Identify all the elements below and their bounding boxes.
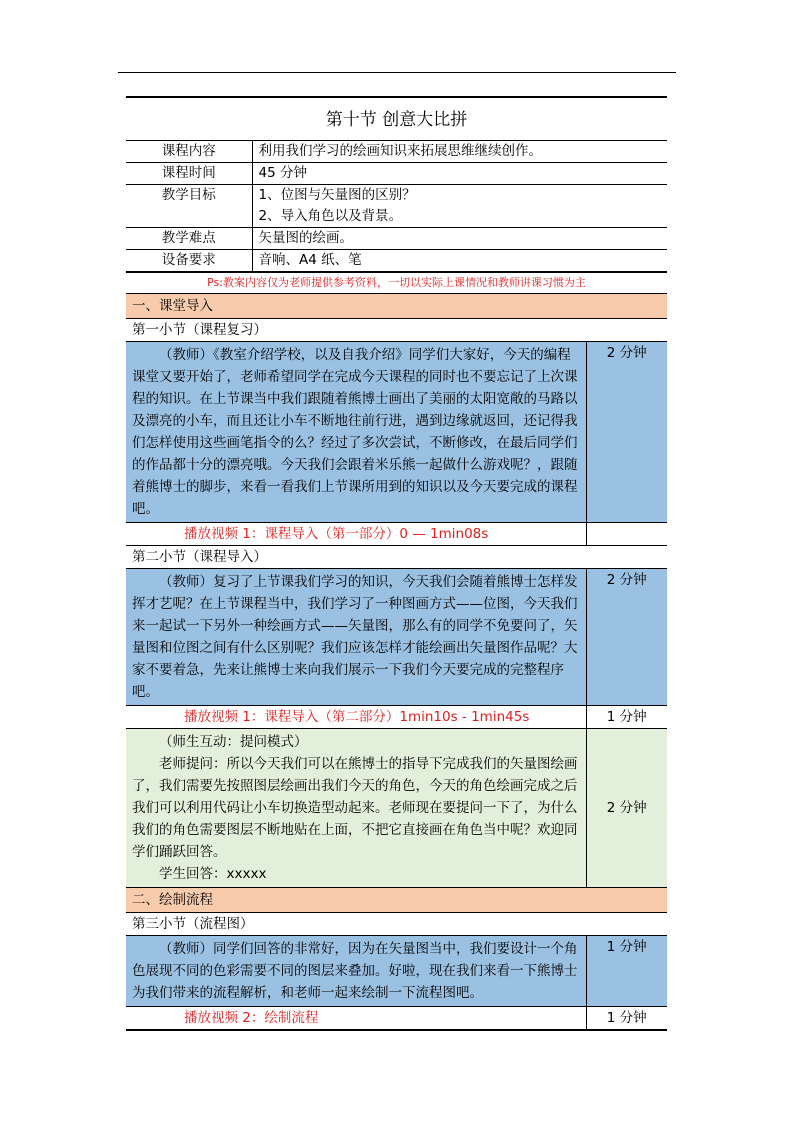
info-key: 设备要求: [126, 250, 252, 273]
duration: [586, 523, 667, 546]
interaction-content: [126, 729, 586, 888]
teacher-block: [126, 936, 667, 1007]
duration: 1 分钟: [586, 1007, 667, 1031]
video-row: [126, 523, 667, 546]
subsection-title: 第二小节（课程导入）: [126, 546, 667, 569]
page-title: 第十节 创意大比拼: [126, 96, 667, 142]
info-row-equipment: [126, 250, 667, 273]
video-instruction: 播放视频 1：课程导入（第二部分）1min10s - 1min45s: [126, 706, 586, 729]
video-instruction: 播放视频 2：绘制流程: [126, 1007, 586, 1031]
video-row: [126, 1007, 667, 1031]
info-value: 矢量图的绘画。: [252, 228, 667, 250]
subsection-row: [126, 319, 667, 342]
info-row-goals: [126, 185, 667, 228]
info-value: 45 分钟: [252, 163, 667, 185]
subsection-row: [126, 546, 667, 569]
goal-line: 1、位图与矢量图的区别？: [258, 187, 416, 203]
student-answer: 学生回答：xxxxx: [159, 866, 267, 882]
duration: 2 分钟: [586, 569, 667, 706]
goal-line: 2、导入角色以及背景。: [258, 208, 403, 224]
teacher-question: 老师提问：所以今天我们可以在熊博士的指导下完成我们的矢量图绘画了，我们需要先按照图层绘画出我们今天的角色，今天的角色绘画完成之后我们可以利用代码让小车切换造型动起来。老师现在要提问一下了，为什么我们的角色需要图层不断地贴在上面，不把它直接画在角色当中呢？欢迎同学们踊跃回答。: [132, 756, 578, 860]
duration: 1 分钟: [586, 706, 667, 729]
video-instruction: 播放视频 1：课程导入（第一部分）0 — 1min08s: [126, 523, 586, 546]
subsection-row: [126, 913, 667, 936]
teacher-block: [126, 342, 667, 523]
info-key: 课程内容: [126, 141, 252, 163]
info-row-content: [126, 141, 667, 163]
disclaimer-note: Ps:教案内容仅为老师提供参考资料，一切以实际上课情况和教师讲课习惯为主: [207, 276, 586, 289]
teacher-script: （教师）复习了上节课我们学习的知识，今天我们会随着熊博士怎样发挥才艺呢？在上节课程当中，我们学习了一种图画方式——位图，今天我们来一起试一下另外一种绘画方式——矢量图，那么有的同学不免要问了，矢量图和位图之间有什么区别呢？我们应该怎样才能绘画出矢量图作品呢？大家不要着急，先来让熊博士来向我们展示一下我们今天要完成的完整程序吧。: [126, 569, 586, 706]
section-header: [126, 888, 667, 913]
teacher-block: [126, 569, 667, 706]
info-row-time: [126, 163, 667, 185]
teacher-script: （教师）《教室介绍学校，以及自我介绍》同学们大家好，今天的编程课堂又要开始了，老师希望同学在完成今天课程的同时也不要忘记了上次课程的知识。在上节课当中我们跟随着熊博士画出了美丽的太阳宽敞的马路以及漂亮的小车，而且还让小车不断地往前行进，遇到边缘就返回，还记得我们怎样使用这些画笔指令的么？经过了多次尝试，不断修改，在最后同学们的作品都十分的漂亮哦。今天我们会跟着米乐熊一起做什么游戏呢？，跟随着熊博士的脚步，来看一看我们上节课所用到的知识以及今天要完成的课程吧。: [126, 342, 586, 523]
interaction-mode: （师生互动：提问模式）: [159, 734, 308, 750]
info-row-difficulty: [126, 228, 667, 250]
duration: 2 分钟: [586, 342, 667, 523]
info-key: 课程时间: [126, 163, 252, 185]
info-value: 利用我们学习的绘画知识来拓展思维继续创作。: [252, 141, 667, 163]
info-key: 教学目标: [126, 185, 252, 228]
interaction-block: [126, 729, 667, 888]
teacher-script: （教师）同学们回答的非常好，因为在矢量图当中，我们要设计一个角色展现不同的色彩需要不同的图层来叠加。好啦，现在我们来看一下熊博士为我们带来的流程解析，和老师一起来绘制一下流程图吧。: [126, 936, 586, 1007]
section-header: [126, 294, 667, 319]
info-value: 音响、A4 纸、笔: [252, 250, 667, 273]
subsection-title: 第三小节（流程图）: [126, 913, 667, 936]
info-value: [252, 185, 667, 228]
video-row: [126, 706, 667, 729]
section-title: 二、绘制流程: [126, 888, 667, 913]
header-rule: [118, 72, 676, 73]
subsection-title: 第一小节（课程复习）: [126, 319, 667, 342]
duration: 2 分钟: [586, 729, 667, 888]
section-title: 一、课堂导入: [126, 294, 667, 319]
info-key: 教学难点: [126, 228, 252, 250]
duration: 1 分钟: [586, 936, 667, 1007]
course-info-table: [126, 140, 667, 273]
lesson-plan-table: [126, 293, 667, 1031]
